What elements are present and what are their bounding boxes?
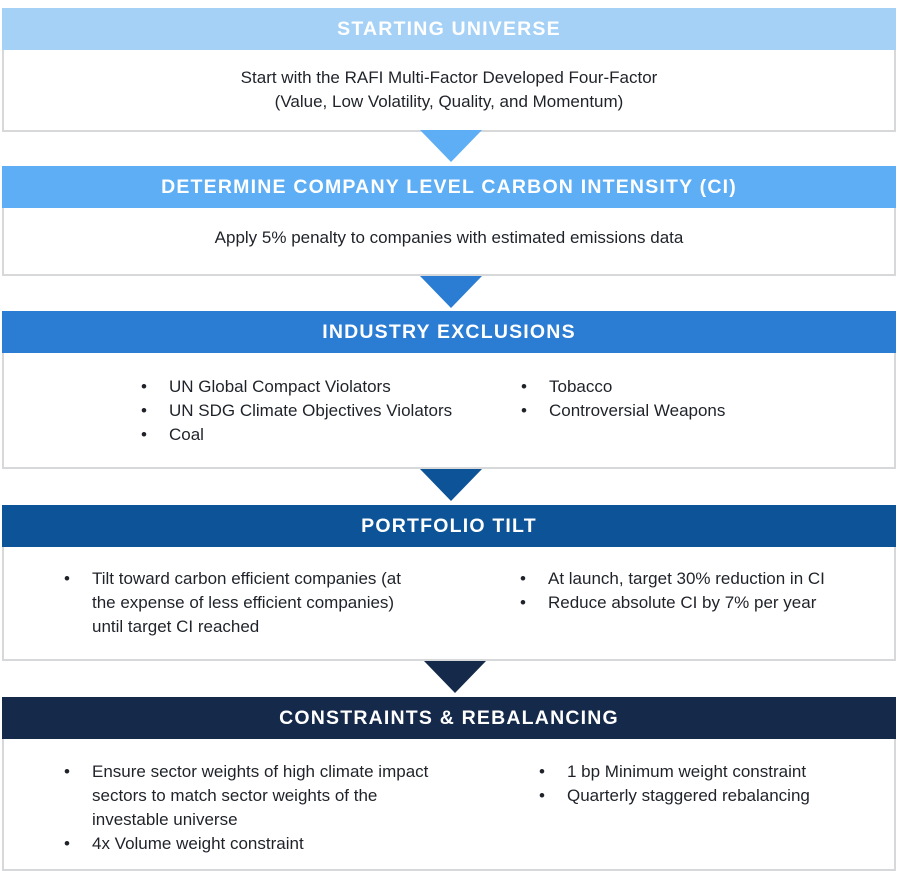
bullet-list-left [64, 567, 424, 659]
step-body [2, 739, 896, 871]
list-item: • At launch, target 30% reduction in CI [520, 567, 870, 591]
step-header: DETERMINE COMPANY LEVEL CARBON INTENSITY (CI) [2, 166, 896, 208]
bullet-list-right [520, 567, 870, 659]
step-header: PORTFOLIO TILT [2, 505, 896, 547]
step-industry-exclusions [2, 311, 896, 469]
list-item: • 4x Volume weight constraint [64, 832, 444, 856]
step-carbon-intensity [2, 166, 896, 276]
step-constraints-rebalancing [2, 697, 896, 871]
step-text-line: Apply 5% penalty to companies with estimated emissions data [214, 228, 684, 247]
step-body [2, 353, 896, 469]
step-header: STARTING UNIVERSE [2, 8, 896, 50]
step-text-line: Start with the RAFI Multi-Factor Developed Four-Factor [240, 68, 658, 87]
step-starting-universe [2, 8, 896, 132]
list-item: • Tobacco [521, 375, 841, 399]
step-body [2, 50, 896, 132]
step-header: INDUSTRY EXCLUSIONS [2, 311, 896, 353]
list-item: • UN SDG Climate Objectives Violators [141, 399, 521, 423]
step-body [2, 208, 896, 276]
list-item: • Coal [141, 423, 521, 447]
list-item: • 1 bp Minimum weight constraint [539, 760, 859, 784]
step-portfolio-tilt [2, 505, 896, 661]
list-item: • Controversial Weapons [521, 399, 841, 423]
list-item: • Quarterly staggered rebalancing [539, 784, 859, 808]
list-item: • Ensure sector weights of high climate impact sectors to match sector weights of the investable universe [64, 760, 452, 832]
flow-arrow-down [420, 130, 482, 162]
bullet-list-left [141, 375, 521, 467]
bullet-list-left [64, 760, 444, 869]
step-text-line: (Value, Low Volatility, Quality, and Momentum) [274, 92, 624, 111]
flow-arrow-down [420, 469, 482, 501]
bullet-list-right [539, 760, 859, 869]
step-body [2, 547, 896, 661]
step-header: CONSTRAINTS & REBALANCING [2, 697, 896, 739]
list-item: • Reduce absolute CI by 7% per year [520, 591, 870, 615]
list-item: • Tilt toward carbon efficient companies (at the expense of less efficient companies) until target CI reached [64, 567, 422, 639]
flow-arrow-down [424, 661, 486, 693]
flow-arrow-down [420, 276, 482, 308]
bullet-list-right [521, 375, 841, 467]
list-item: • UN Global Compact Violators [141, 375, 521, 399]
